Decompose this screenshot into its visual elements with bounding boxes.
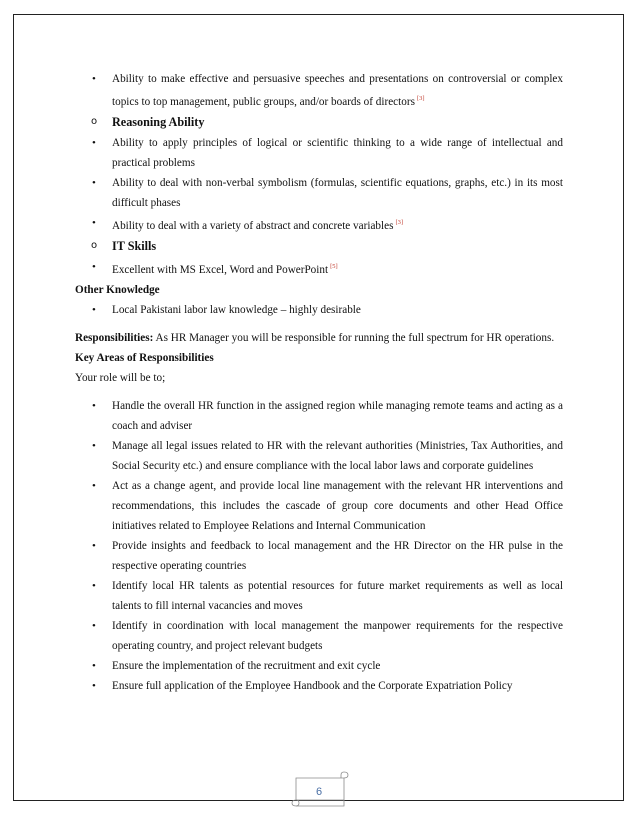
bullet-icon: • (92, 137, 96, 149)
list-item (75, 396, 563, 436)
list-item (75, 576, 563, 616)
list-item-text: Provide insights and feedback to local management and the HR Director on the HR pulse in the respective operating countries (112, 540, 563, 572)
page-number: 6 (315, 786, 323, 798)
responsibilities-list (75, 396, 563, 696)
bullet-icon: • (92, 620, 96, 632)
list-item (75, 69, 563, 112)
bullet-icon: • (92, 73, 96, 85)
citation-ref: [3] (395, 219, 404, 226)
list-item (75, 300, 563, 320)
list-item (75, 656, 563, 676)
responsibilities-paragraph (75, 328, 563, 348)
bullet-icon: • (92, 480, 96, 492)
section-subheading (75, 236, 563, 257)
list-item-text: Ability to make effective and persuasive speeches and presentations on controversial or complex topics to top management, public groups, and/or boards of directors (112, 73, 563, 108)
list-item-text: Local Pakistani labor law knowledge – highly desirable (112, 304, 361, 316)
list-item-text: Ability to deal with a variety of abstract and concrete variables (112, 220, 394, 232)
list-item-text: Manage all legal issues related to HR with the relevant authorities (Ministries, Tax Authorities, and Social Security etc.) and ensure compliance with the local labor laws and corporate guidelines (112, 440, 563, 472)
list-item (75, 436, 563, 476)
bullet-icon: • (92, 680, 96, 692)
list-item-text: Ability to apply principles of logical or scientific thinking to a wide range of intellectual and practical problems (112, 137, 563, 169)
list-item (75, 676, 563, 696)
bullet-icon: • (92, 400, 96, 412)
circle-bullet-icon: o (91, 240, 98, 251)
citation-ref: [5] (330, 263, 338, 270)
bullet-icon: • (92, 540, 96, 552)
list-item-text: Identify local HR talents as potential resources for future market requirements as well as local talents to fill internal vacancies and moves (112, 580, 563, 612)
bullet-icon: • (92, 660, 96, 672)
list-item (75, 173, 563, 213)
responsibilities-label: Responsibilities: (75, 332, 154, 344)
list-item (75, 476, 563, 536)
document-body (75, 69, 563, 696)
bullet-icon: • (92, 177, 96, 189)
list-item (75, 616, 563, 656)
bullet-icon: • (92, 217, 96, 229)
bullet-icon: • (92, 440, 96, 452)
bullet-icon: • (92, 261, 96, 273)
skills-list (75, 69, 563, 280)
list-item-text: Act as a change agent, and provide local line management with the relevant HR interventions and recommendations, this includes the cascade of group core documents and other Head Office initiatives related to Employee Relations and Internal Communication (112, 480, 563, 532)
bullet-icon: • (92, 304, 96, 316)
list-item (75, 133, 563, 173)
list-item-text: Reasoning Ability (112, 115, 205, 129)
list-item (75, 213, 563, 236)
responsibilities-text: As HR Manager you will be responsible for running the full spectrum for HR operations. (153, 332, 555, 344)
list-item-text: Ensure full application of the Employee Handbook and the Corporate Expatriation Policy (112, 680, 513, 692)
key-areas-heading: Key Areas of Responsibilities (75, 352, 214, 364)
bullet-icon: • (92, 580, 96, 592)
page-number-scroll (288, 770, 350, 812)
list-item-text: Excellent with MS Excel, Word and PowerPoint (112, 264, 329, 276)
list-item-text: Ensure the implementation of the recruitment and exit cycle (112, 660, 381, 672)
section-subheading (75, 112, 563, 133)
list-item-text: IT Skills (112, 239, 157, 253)
circle-bullet-icon: o (91, 116, 98, 127)
list-item-text: Handle the overall HR function in the assigned region while managing remote teams and acting as a coach and adviser (112, 400, 563, 432)
role-intro: Your role will be to; (75, 372, 166, 384)
list-item-text: Ability to deal with non-verbal symbolism (formulas, scientific equations, graphs, etc.) in its most difficult phases (112, 177, 563, 209)
list-item (75, 536, 563, 576)
other-knowledge-heading: Other Knowledge (75, 284, 160, 296)
citation-ref: [3] (416, 95, 425, 102)
list-item-text: Identify in coordination with local management the manpower requirements for the respective operating country, and project relevant budgets (112, 620, 563, 652)
other-knowledge-list (75, 300, 563, 320)
list-item (75, 257, 563, 280)
